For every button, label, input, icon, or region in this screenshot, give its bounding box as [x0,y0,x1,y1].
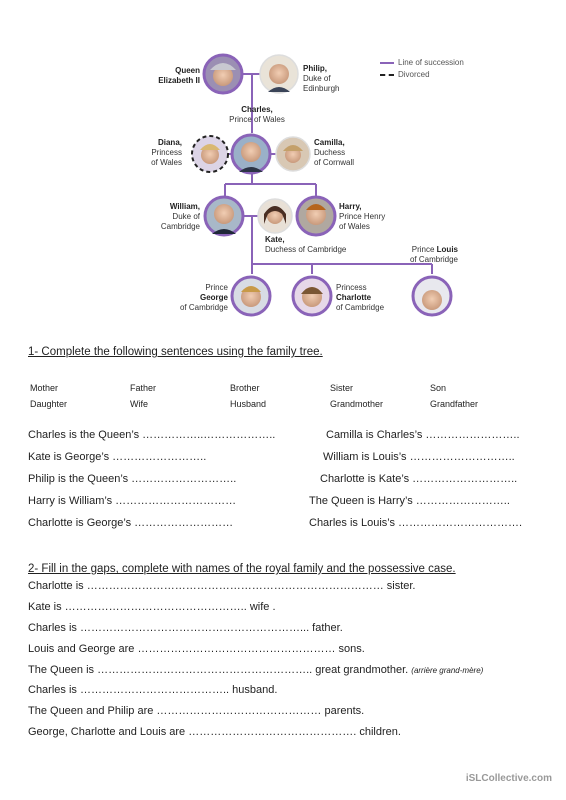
ex1-sentence-right-4[interactable]: The Queen is Harry’s …………………….. [309,495,510,507]
legend-succession: Line of succession [398,58,464,67]
ex1-sentence-right-3[interactable]: Charlotte is Kate’s ……………………….. [320,473,518,485]
ex1-sentence-left-4[interactable]: Harry is William’s …………………………… [28,495,237,507]
ex2-line-6[interactable]: Charles is ………………………………….. husband. [28,684,278,696]
portrait-philip [260,55,298,93]
divorced-line-swatch [380,74,394,76]
portrait-queen [204,55,242,93]
exercise2-heading: 2- Fill in the gaps, complete with names of the royal family and the possessive case. [28,563,456,575]
ex1-sentence-right-2[interactable]: William is Louis’s ……………………….. [323,451,515,463]
portrait-camilla [276,137,310,171]
label-kate: Kate, Duchess of Cambridge [265,235,347,254]
label-louis: Prince Louis of Cambridge [409,245,458,264]
ex1-sentence-right-1[interactable]: Camilla is Charles’s …………………….. [326,429,520,441]
label-camilla: Camilla, Duchess of Cornwall [314,138,355,167]
ex1-sentence-left-5[interactable]: Charlotte is George’s ……………………… [28,517,234,529]
label-william: William, Duke of Cambridge [160,202,200,231]
tree-legend [380,57,464,81]
ex1-sentence-left-2[interactable]: Kate is George’s …………………….. [28,451,207,463]
word: Son [430,383,447,393]
ex1-sentence-left-1[interactable]: Charles is the Queen’s ……………..……………….. [28,429,276,441]
ex1-sentence-left-3[interactable]: Philip is the Queen’s ……………………….. [28,473,237,485]
portrait-kate [258,199,292,233]
ex2-line-5[interactable] [28,664,483,676]
portrait-harry [297,197,335,235]
ex2-line-3[interactable]: Charles is ……………………………………………………... father. [28,622,343,634]
word: Husband [230,399,267,409]
word-bank-row-1 [30,380,530,396]
portrait-charles [232,135,270,173]
word: Father [130,383,157,393]
ex2-note: (arrière grand-mère) [411,666,484,675]
exercise1-heading: 1- Complete the following sentences using the family tree. [28,346,323,358]
label-harry: Harry, Prince Henry of Wales [339,202,386,231]
label-queen: Queen Elizabeth II [158,66,200,85]
portrait-diana [192,136,228,172]
ex2-line-1[interactable]: Charlotte is ……………………………………………………………………… sister. [28,580,416,592]
word: Mother [30,383,59,393]
ex2-line-2[interactable]: Kate is ………………………………………….. wife . [28,601,276,613]
word: Brother [230,383,260,393]
family-tree [0,0,566,330]
word: Sister [330,383,354,393]
portrait-william [205,197,243,235]
ex2-line-4[interactable]: Louis and George are ……………………………………………… sons. [28,643,365,655]
word: Grandfather [430,399,479,409]
succession-line-swatch [380,62,394,64]
word: Grandmother [330,399,384,409]
ex2-line-8[interactable]: George, Charlotte and Louis are ………………………………………. children. [28,726,401,738]
word: Daughter [30,399,68,409]
word: Wife [130,399,148,409]
label-diana: Diana, Princess of Wales [151,138,182,167]
label-charlotte: Princess Charlotte of Cambridge [336,283,385,312]
portrait-george [232,277,270,315]
footer-watermark: iSLCollective.com [465,773,552,784]
label-philip: Philip, Duke of Edinburgh [303,64,340,93]
legend-divorced: Divorced [398,70,430,79]
ex2-line-5-text: The Queen is ………………………………………………….. great grandmother. [28,664,409,676]
word-bank-row-2 [30,396,530,412]
word-bank [30,380,530,412]
portrait-charlotte [293,277,331,315]
label-george: Prince George of Cambridge [179,283,228,312]
ex1-sentence-right-5[interactable]: Charles is Louis’s ……………………………. [309,517,523,529]
label-charles: Charles, Prince of Wales [229,105,285,124]
portrait-louis [413,277,451,315]
ex2-line-7[interactable]: The Queen and Philip are ……………………………………… parents. [28,705,365,717]
